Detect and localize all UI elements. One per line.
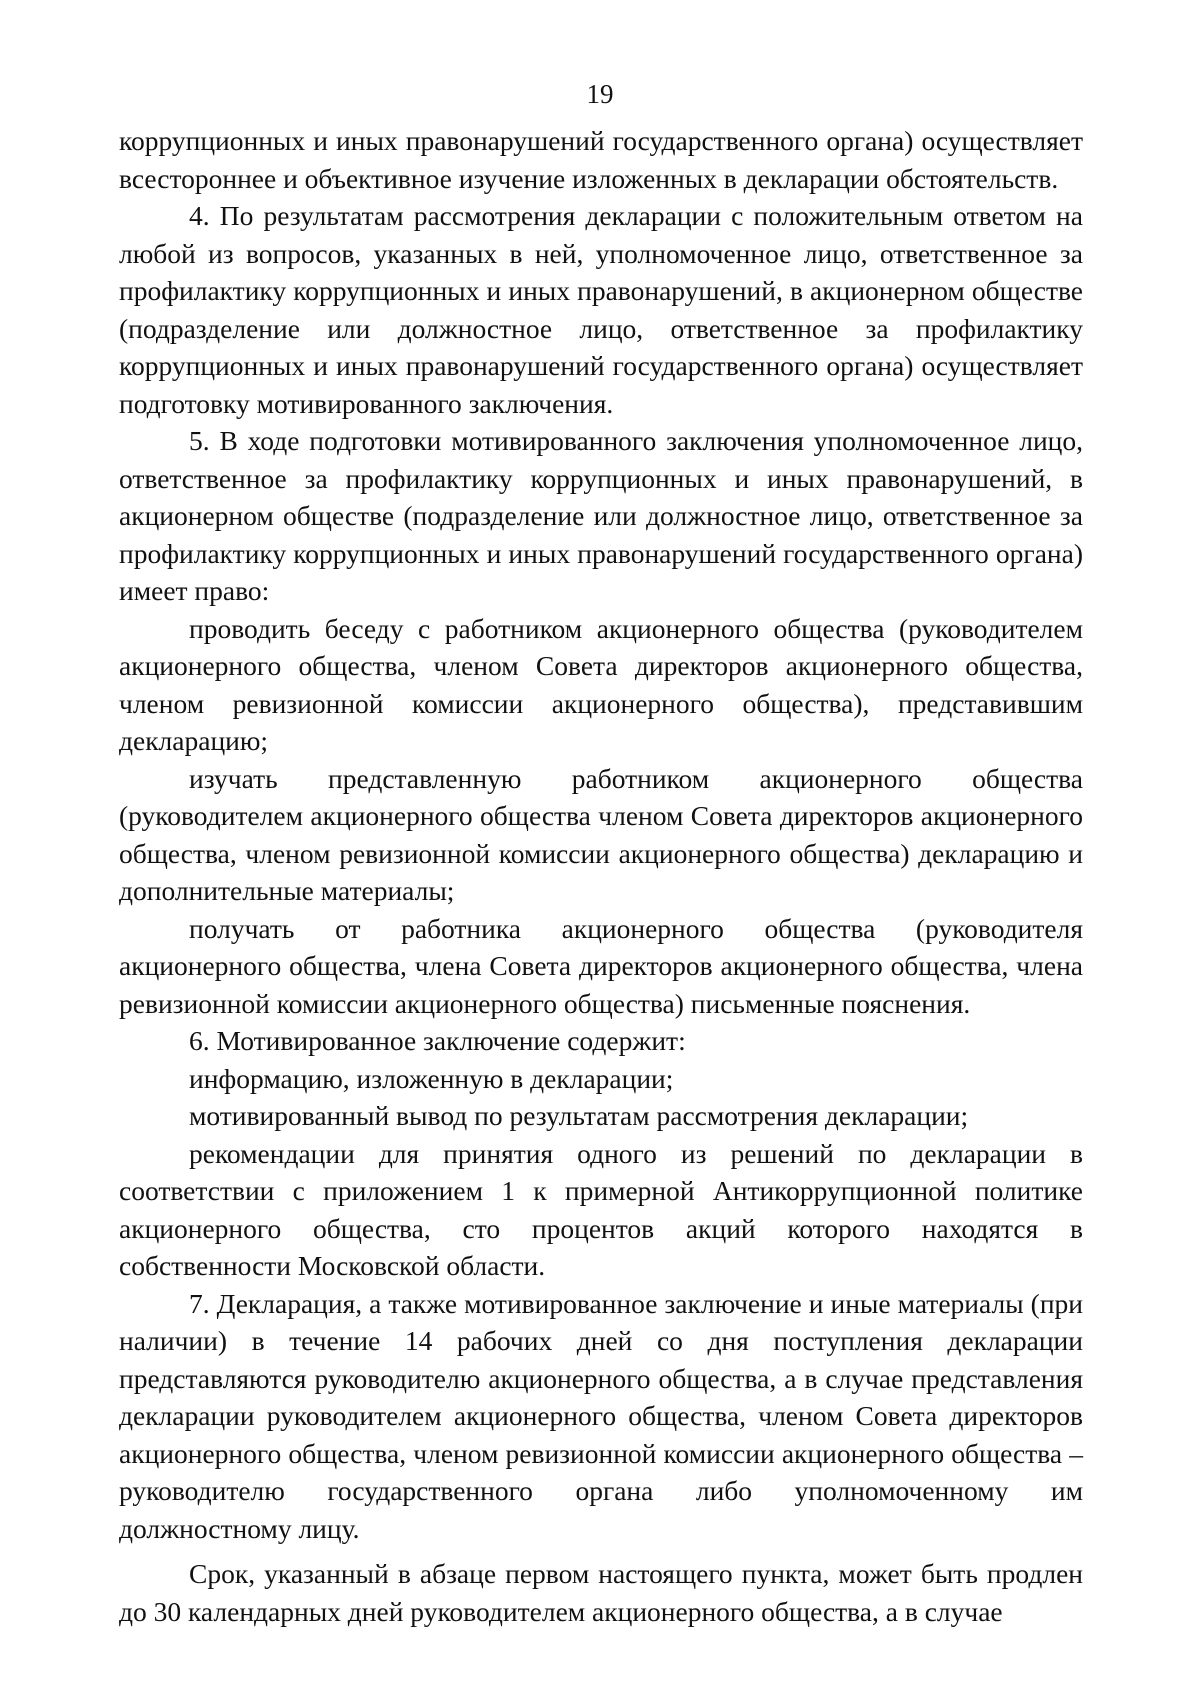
paragraph-conclusion-information: информацию, изложенную в декларации;	[189, 1062, 674, 1094]
paragraph-right-conduct-interview: проводить беседу с работником акционерного общества (руководителем акционерного общества, членом Совета директоров акционерного общества, членом ревизионной комиссии акционерного общества), представившим декларацию;	[119, 612, 1083, 756]
paragraph-right-receive-explanations: получать от работника акционерного общества (руководителя акционерного общества, члена Совета директоров акционерного общества, члена ревизионной комиссии акционерного общества) письменные пояснения.	[119, 912, 1083, 1019]
paragraph-item-5: 5. В ходе подготовки мотивированного заключения уполномоченное лицо, ответственное за профилактику коррупционных и иных правонарушений, в акционерном обществе (подразделение или должностное лицо, ответственное за профилактику коррупционных и иных правонарушений государственного органа) имеет право:	[119, 425, 1083, 606]
paragraph-continuation: коррупционных и иных правонарушений государственного органа) осуществляет всестороннее и объективное изучение изложенных в декларации обстоятельств.	[119, 125, 1083, 194]
document-body	[119, 122, 1083, 1630]
paragraph-conclusion-finding: мотивированный вывод по результатам рассмотрения декларации;	[189, 1100, 969, 1131]
paragraph-item-4: 4. По результатам рассмотрения декларации с положительным ответом на любой из вопросов, указанных в ней, уполномоченное лицо, ответственное за профилактику коррупционных и иных правонарушений, в акционерном обществе (подразделение или должностное лицо, ответственное за профилактику коррупционных и иных правонарушений государственного органа) осуществляет подготовку мотивированного заключения.	[119, 200, 1083, 419]
paragraph-conclusion-recommendations: рекомендации для принятия одного из решений по декларации в соответствии с приложением 1 к примерной Антикоррупционной политике акционерного общества, сто процентов акций которого находятся в собственности Московской области.	[119, 1137, 1083, 1281]
paragraph-term-extension: Срок, указанный в абзаце первом настоящего пункта, может быть продлен до 30 календарных дней руководителем акционерного общества, а в случае	[119, 1558, 1083, 1627]
paragraph-item-7: 7. Декларация, а также мотивированное заключение и иные материалы (при наличии) в течение 14 рабочих дней со дня поступления декларации представляются руководителю акционерного общества, а в случае представления декларации руководителем акционерного общества, членом Совета директоров акционерного общества, членом ревизионной комиссии акционерного общества – руководителю государственного органа либо уполномоченному им должностному лицу.	[119, 1287, 1083, 1544]
paragraph-right-study-materials: изучать представленную работником акционерного общества (руководителем акционерного общества членом Совета директоров акционерного общества, членом ревизионной комиссии акционерного общества) декларацию и дополнительные материалы;	[119, 762, 1083, 906]
paragraph-item-6: 6. Мотивированное заключение содержит:	[189, 1025, 686, 1056]
page-number: 19	[586, 79, 614, 109]
